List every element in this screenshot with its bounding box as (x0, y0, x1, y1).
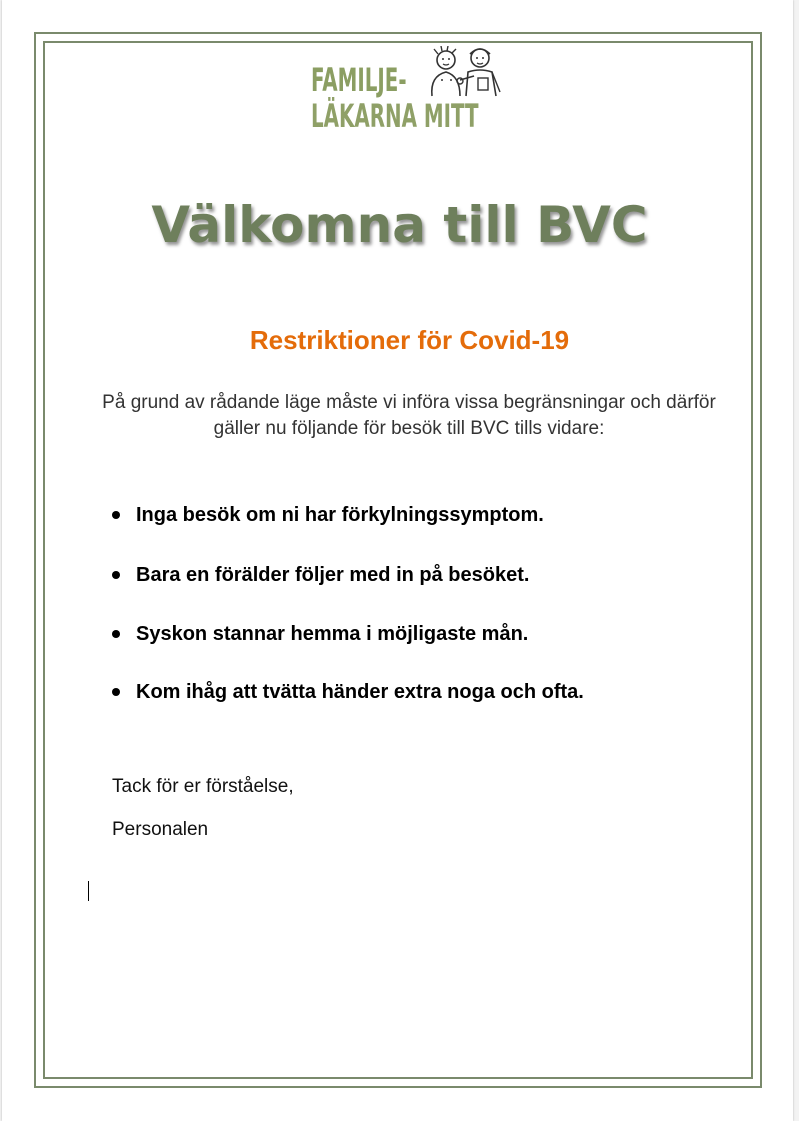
covid-restrictions-title: Restriktioner för Covid-19 (249, 325, 570, 355)
signature: Personalen (112, 819, 209, 840)
rule-text: Syskon stannar hemma i möjligaste mån. (136, 623, 529, 645)
bullet-icon (112, 571, 120, 579)
logo-text-line-1: FAMILJE- (311, 61, 407, 99)
list-item (110, 619, 584, 649)
bullet-icon (112, 511, 120, 519)
welcome-heading: Välkomna till BVC (151, 196, 648, 254)
text-cursor (88, 881, 89, 901)
list-item (110, 500, 584, 530)
list-item (110, 560, 584, 590)
intro-paragraph: På grund av rådande läge måste vi införa vissa begränsningar och därför gäller nu följande för besök till BVC tills vidare: (102, 392, 716, 439)
list-item (110, 677, 584, 707)
rules-list (110, 500, 584, 737)
doctor-patient-illustration (420, 46, 504, 102)
logo-text-line-2: LÄKARNA MITT (311, 97, 479, 135)
rule-text: Bara en förälder följer med in på besöket. (136, 564, 530, 586)
clinic-logo (308, 46, 508, 150)
bullet-icon (112, 630, 120, 638)
rule-text: Kom ihåg att tvätta händer extra noga och ofta. (136, 681, 584, 703)
bullet-icon (112, 688, 120, 696)
closing-thanks: Tack för er förståelse, (112, 776, 294, 797)
rule-text: Inga besök om ni har förkylningssymptom. (136, 504, 544, 526)
